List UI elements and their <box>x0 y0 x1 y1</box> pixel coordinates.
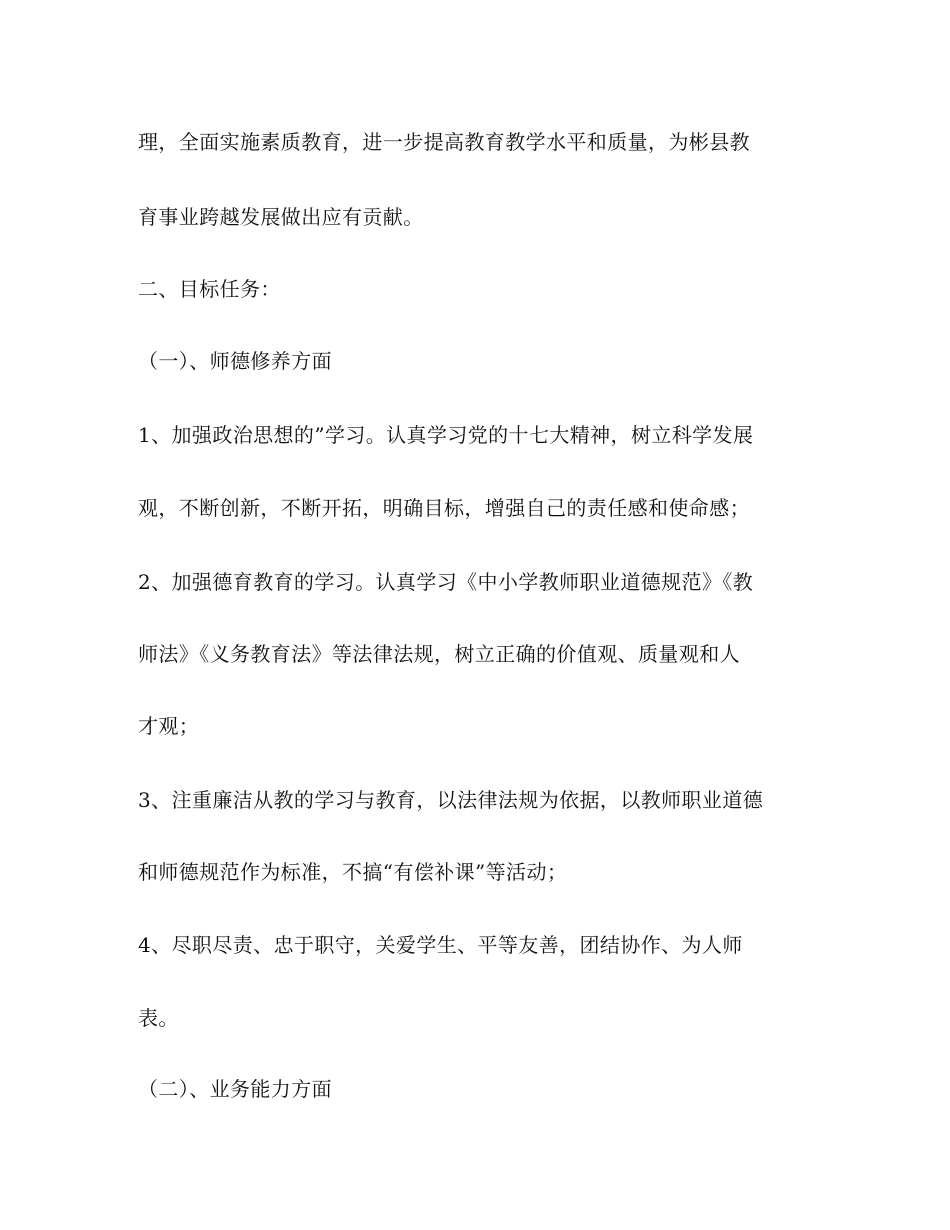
paragraph-line: 师法》《义务教育法》等法律法规，树立正确的价值观、质量观和人 <box>138 642 740 666</box>
subsection-heading: （二）、业务能力方面 <box>138 1077 332 1101</box>
section-heading: 二、目标任务： <box>138 277 281 301</box>
paragraph-line: 3、注重廉洁从教的学习与教育，以法律法规为依据，以教师职业道德 <box>138 788 764 812</box>
paragraph-line: 表。 <box>138 1006 179 1030</box>
paragraph-line: 和师德规范作为标准，不搞“有偿补课”等活动； <box>138 860 568 884</box>
paragraph-line: 4、尽职尽责、忠于职守，关爱学生、平等友善，团结协作、为人师 <box>138 933 743 957</box>
paragraph-line: 才观； <box>138 714 200 738</box>
paragraph-line: 2、加强德育教育的学习。认真学习《中小学教师职业道德规范》《教 <box>138 570 754 594</box>
paragraph-line: 育事业跨越发展做出应有贡献。 <box>138 205 424 229</box>
paragraph-line: 理，全面实施素质教育，进一步提高教育教学水平和质量，为彬县教 <box>138 130 750 154</box>
subsection-heading: （一）、师德修养方面 <box>138 349 332 373</box>
paragraph-line: 1、加强政治思想的”学习。认真学习党的十七大精神，树立科学发展 <box>138 423 754 447</box>
paragraph-line: 观，不断创新，不断开拓，明确目标，增强自己的责任感和使命感； <box>138 496 750 520</box>
